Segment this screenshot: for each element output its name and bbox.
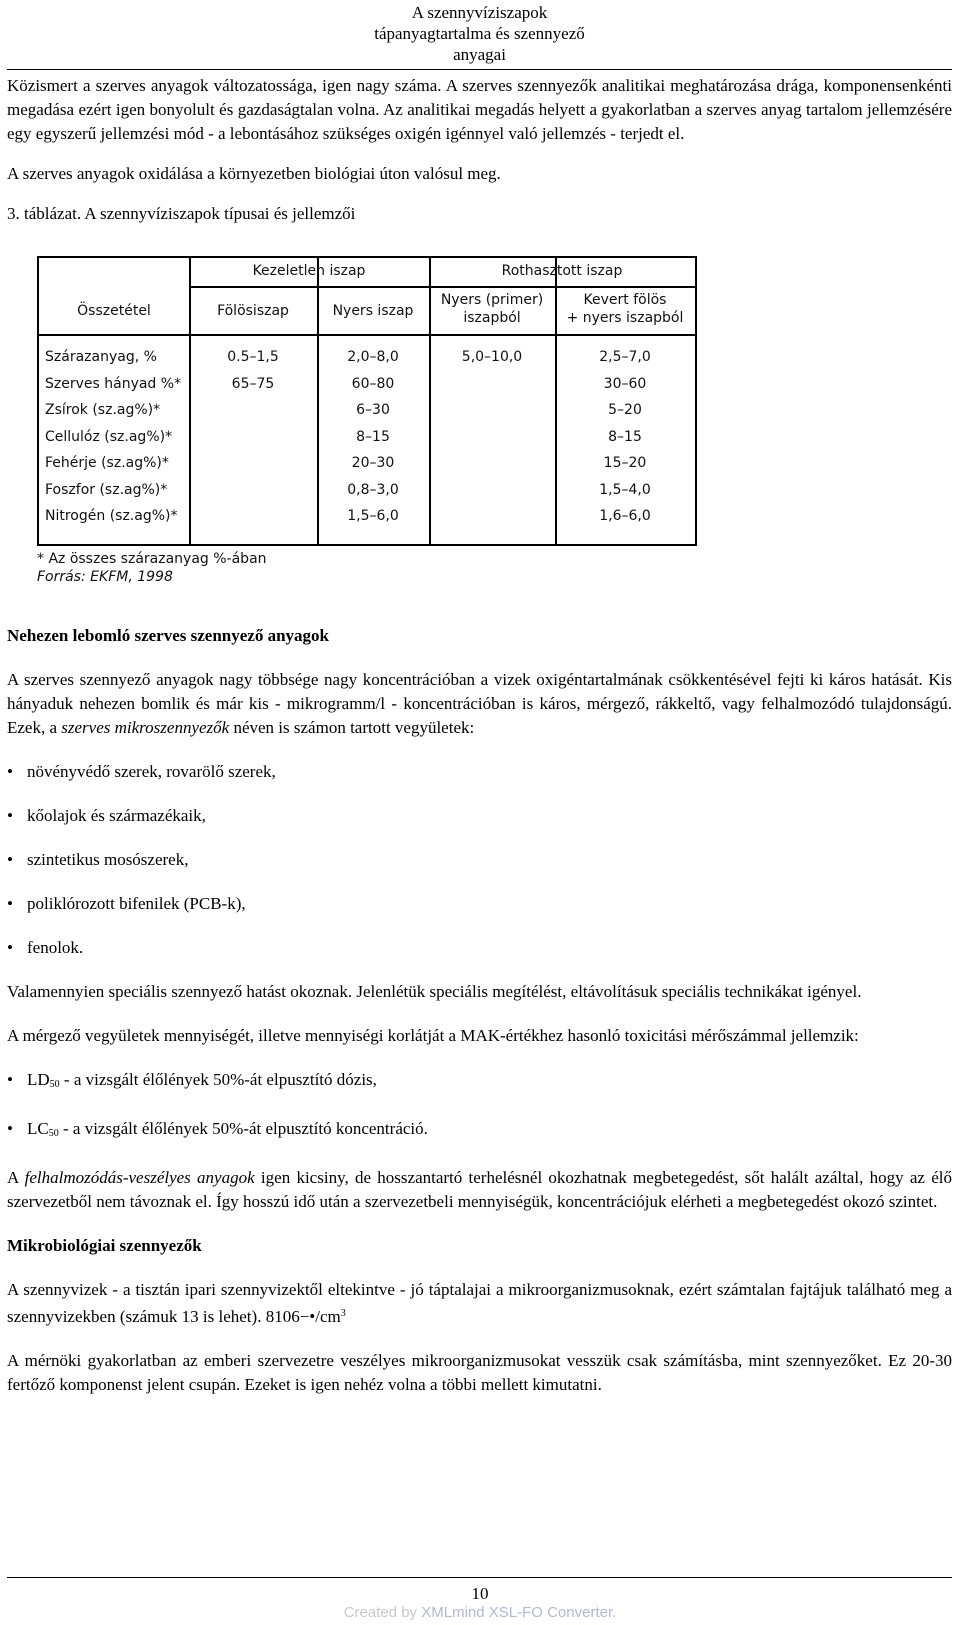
- list-item: [7, 848, 952, 872]
- list-item: [7, 804, 952, 828]
- list-item-lc50: [7, 1117, 952, 1146]
- engineering-paragraph: A mérnöki gyakorlatban az emberi szervezetre veszélyes mikroorganizmusokat vesszük csak számításba, mint szennyezőket. Ez 20-30 fertőző komponenst jelent csupán. Ezeket is igen nehéz volna a többi mellett kimutatni.: [7, 1351, 952, 1394]
- special-effects-paragraph: Valamennyien speciális szennyező hatást okoznak. Jelenlétük speciális megítélést, eltávolításuk speciális technikákat igényel.: [7, 982, 862, 1001]
- table-cell: 60–80: [351, 375, 395, 392]
- watermark-prefix: Created by: [343, 1604, 422, 1621]
- ld-subscript: 50: [49, 1079, 60, 1090]
- ld-text: - a vizsgált élőlények 50%-át elpusztító dózis,: [59, 1070, 377, 1089]
- sludge-table-figure: [27, 250, 707, 618]
- table-cell: 0.5–1,5: [227, 349, 279, 365]
- pollutant-list: [7, 760, 952, 960]
- table-footnote: * Az összes szárazanyag %-ában: [37, 551, 267, 567]
- watermark-tool: XMLmind XSL-FO Converter.: [421, 1604, 617, 1621]
- footer-rule: [7, 1577, 952, 1578]
- header-rule: [7, 69, 952, 70]
- group-header-digested: Rothasztott iszap: [501, 263, 623, 279]
- toxicity-paragraph: A mérgező vegyületek mennyiségét, illetve mennyiségi korlátját a MAK-értékhez hasonló toxicitási mérőszámmal jellemzik:: [7, 1026, 859, 1045]
- section-heading-persistent: Nehezen lebomló szerves szennyező anyagok: [7, 626, 330, 645]
- header-line-2: tápanyagtartalma és szennyező: [374, 24, 585, 43]
- lc-label: LC: [27, 1119, 49, 1138]
- table-cell: 5,0–10,0: [461, 349, 523, 365]
- text-run: A: [7, 1168, 25, 1187]
- col-header-mixed-b: + nyers iszapból: [566, 310, 684, 326]
- superscript: 3: [340, 1308, 346, 1319]
- table-row-label: Foszfor (sz.ag%)*: [45, 481, 168, 498]
- emphasis-micropollutants: szerves mikroszennyezők: [61, 718, 230, 737]
- table-row-label: Szerves hányad %*: [45, 375, 182, 392]
- bullet-icon: •: [7, 894, 13, 913]
- list-item-text: szintetikus mosószerek,: [27, 850, 189, 869]
- list-item: [7, 936, 952, 960]
- list-item-text: poliklórozott bifenilek (PCB-k),: [27, 894, 246, 913]
- text-run: A szerves szennyező anyagok nagy többsége nagy koncentrációban a vizek oxigéntartalmának csökkentésével fejti ki káros hatását. Kis hányaduk nehezen bomlik és már kis - mikrogramm/l - koncentrációban is káros, mérgező, rákkeltő, vagy felhalmozódó tulajdonságú. Ezek, a: [7, 670, 952, 737]
- bullet-icon: •: [7, 938, 13, 957]
- table-cell: 65–75: [231, 375, 275, 392]
- table-cell: 5–20: [608, 402, 642, 418]
- bullet-icon: •: [7, 806, 13, 825]
- table-cell: 15–20: [603, 455, 647, 471]
- microbiology-paragraph: [7, 1278, 952, 1329]
- table-cell: 0,8–3,0: [347, 481, 399, 498]
- list-item-text: kőolajok és származékaik,: [27, 806, 206, 825]
- col-header-mixed-a: Kevert fölös: [583, 292, 667, 308]
- table-caption: 3. táblázat. A szennyvíziszapok típusai és jellemzői: [7, 204, 356, 223]
- toxicity-list: [7, 1068, 952, 1146]
- list-item: [7, 892, 952, 916]
- table-row-label: Fehérje (sz.ag%)*: [45, 455, 169, 471]
- converter-watermark: [0, 1604, 960, 1621]
- table-source: Forrás: EKFM, 1998: [37, 569, 173, 585]
- col-header-primary-b: iszapból: [463, 310, 521, 326]
- table-cell: 20–30: [351, 455, 395, 471]
- text-run: igen kicsiny, de hosszantartó terhelésnél okozhatnak megbetegedést, sőt halált azáltal, hogy az élő szervezetből nem távoznak el. Így hosszú idő után a szervezetbeli mennyiségük, koncentrációjuk elérheti a megbetegedést okozó szintet.: [7, 1168, 952, 1211]
- document-page: [7, 0, 952, 1397]
- table-cell: 2,0–8,0: [347, 349, 399, 365]
- table-row-label: Szárazanyag, %: [45, 349, 157, 365]
- ld-label: LD: [27, 1070, 50, 1089]
- table-cell: 8–15: [356, 428, 390, 445]
- intro-paragraph: Közismert a szerves anyagok változatossága, igen nagy száma. A szerves szennyezők analitikai meghatározása drága, komponensenkénti megadása ezért igen bonyolult és gazdaságtalan volna. Az analitikai megadás helyett a gyakorlatban a szerves anyag tartalom jellemzésére egy egyszerű jellemzési mód - a lebontásához szükséges oxigén igénnyel való jellemzés - terjedt el.: [7, 76, 952, 143]
- list-item-text: növényvédő szerek, rovarölő szerek,: [27, 762, 276, 781]
- table-cell: 1,6–6,0: [599, 508, 651, 524]
- list-item-ld50: [7, 1068, 952, 1097]
- list-item: [7, 760, 952, 784]
- bullet-icon: •: [7, 762, 13, 781]
- accumulation-paragraph: [7, 1166, 952, 1214]
- header-line-3: anyagai: [453, 45, 506, 64]
- emphasis-accumulation: felhalmozódás-veszélyes anyagok: [24, 1168, 255, 1187]
- table-cell: 6–30: [356, 402, 390, 418]
- table-row-label: Zsírok (sz.ag%)*: [45, 402, 161, 418]
- bullet-icon: •: [7, 1119, 13, 1138]
- col-header-composition: Összetétel: [77, 303, 151, 319]
- group-header-untreated: Kezeletlen iszap: [252, 263, 366, 279]
- table-cell: 1,5–6,0: [347, 508, 399, 524]
- header-line-1: A szennyvíziszapok: [411, 3, 548, 22]
- bullet-icon: •: [7, 1070, 13, 1089]
- bullet-icon: •: [7, 850, 13, 869]
- running-header: [7, 0, 952, 65]
- section-heading-microbiological: Mikrobiológiai szennyezők: [7, 1236, 202, 1255]
- sludge-table: [37, 256, 697, 546]
- col-header-raw-sludge: Nyers iszap: [332, 303, 414, 319]
- persistent-pollutants-paragraph: [7, 668, 952, 740]
- text-run: A szennyvizek - a tisztán ipari szennyvizektől eltekintve - jó táptalajai a mikroorganizmusoknak, ezért számtalan fajtájuk található meg a szennyvizekben (számuk 13 is lehet). 8106−•/cm: [7, 1280, 952, 1326]
- oxidation-paragraph: A szerves anyagok oxidálása a környezetben biológiai úton valósul meg.: [7, 164, 501, 183]
- table-cell: 1,5–4,0: [599, 481, 651, 498]
- col-header-surplus-sludge: Fölösiszap: [217, 303, 289, 319]
- table-cell: 8–15: [608, 428, 642, 445]
- table-cell: 2,5–7,0: [599, 349, 651, 365]
- lc-text: - a vizsgált élőlények 50%-át elpusztító koncentráció.: [58, 1119, 428, 1138]
- lc-subscript: 50: [48, 1128, 59, 1139]
- table-row-label: Nitrogén (sz.ag%)*: [45, 508, 178, 524]
- text-run: néven is számon tartott vegyületek:: [229, 718, 475, 737]
- table-cell: 30–60: [603, 375, 647, 392]
- col-header-primary-a: Nyers (primer): [440, 292, 544, 308]
- table-row-label: Cellulóz (sz.ag%)*: [45, 428, 173, 445]
- list-item-text: fenolok.: [27, 938, 84, 957]
- page-number: 10: [471, 1584, 489, 1603]
